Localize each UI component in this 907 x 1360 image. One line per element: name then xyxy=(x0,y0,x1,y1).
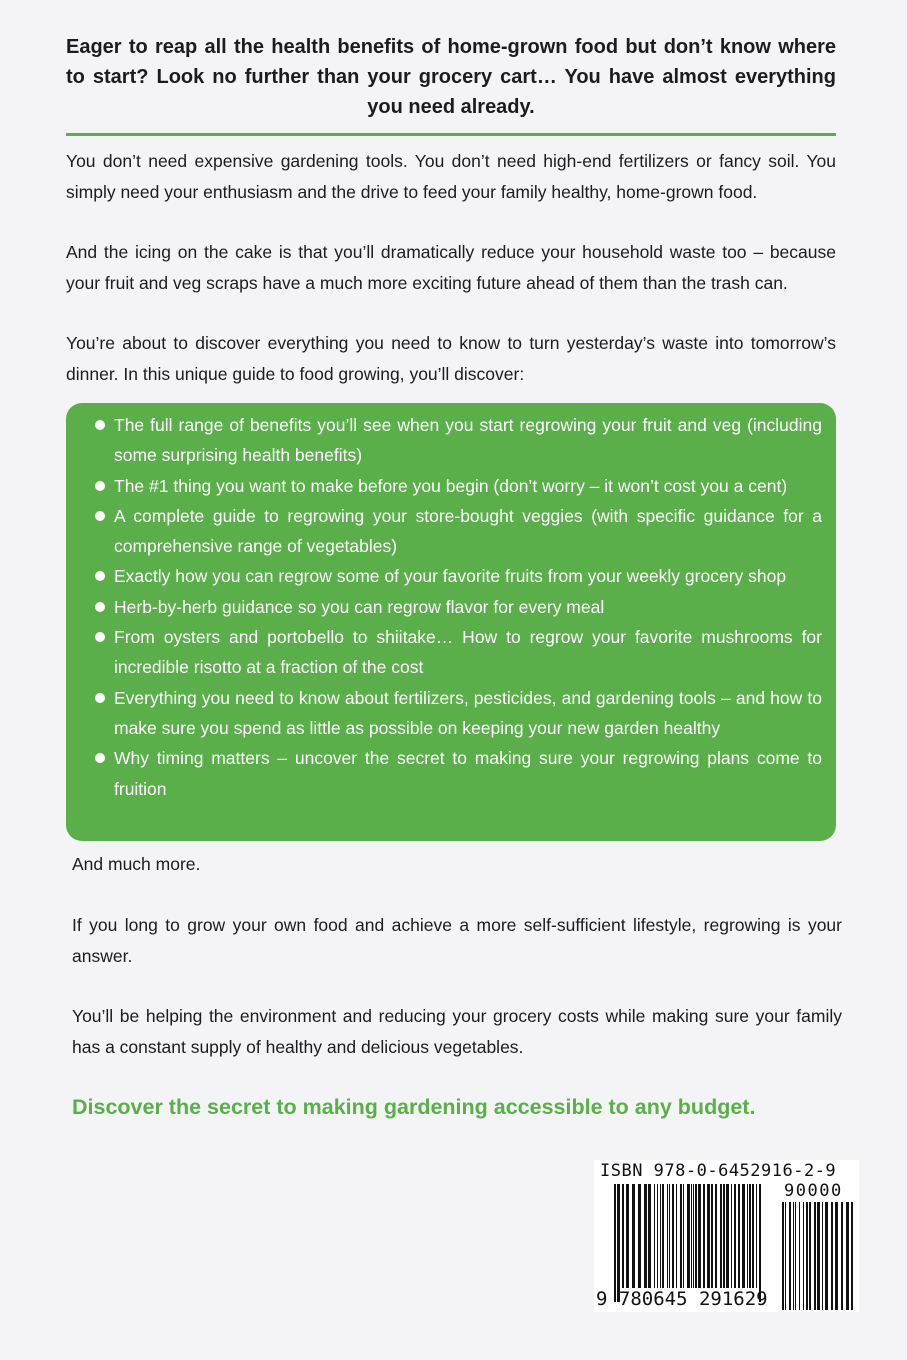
barcode-bar xyxy=(742,1184,745,1288)
barcode-bar xyxy=(698,1184,701,1288)
barcode-bar xyxy=(660,1184,661,1288)
barcode-bar xyxy=(726,1184,729,1288)
intro-paragraph-3: You’re about to discover everything you need to know to turn yesterday’s waste into tomorrow’s dinner. In this unique guide to food growing, you’ll discover: xyxy=(66,333,836,384)
barcode-bar xyxy=(756,1184,757,1288)
barcode-bar xyxy=(622,1184,624,1288)
barcode-bar xyxy=(789,1202,791,1310)
barcode-bar xyxy=(734,1184,736,1288)
list-item xyxy=(94,592,822,622)
bullet-dot-icon xyxy=(95,481,105,491)
isbn-barcode xyxy=(594,1160,859,1312)
barcode-bar xyxy=(835,1202,838,1310)
barcode-bar xyxy=(799,1202,800,1310)
barcode-bar xyxy=(747,1184,748,1288)
barcode-bar xyxy=(693,1184,694,1288)
headline: Eager to reap all the health benefits of home-grown food but don’t know where to start? Look no further than your grocery cart… You have almost everything you need already. xyxy=(66,36,836,118)
barcode-bar xyxy=(695,1184,697,1288)
ean-digits: 9 780645 291629 xyxy=(596,1288,768,1310)
barcode-bar xyxy=(806,1202,808,1310)
barcode-bar xyxy=(669,1184,670,1288)
list-item-text: A complete guide to regrowing your store-bought veggies (with specific guidance for a comprehensive range of vegetables) xyxy=(114,505,822,557)
barcode-bar xyxy=(683,1184,684,1288)
barcode-bar xyxy=(759,1184,761,1302)
barcode-bar xyxy=(793,1202,794,1310)
barcode-bar xyxy=(648,1184,651,1288)
ean-bars xyxy=(614,1184,761,1302)
list-item-text: From oysters and portobello to shiitake… How to regrow your favorite mushrooms for incredible risotto at a fraction of the cost xyxy=(114,627,822,678)
list-item xyxy=(94,743,822,804)
list-item-text: Everything you need to know about fertilizers, pesticides, and gardening tools – and how to make sure you spend as little as possible on keeping your new garden healthy xyxy=(114,687,822,738)
closing-paragraph-1: And much more. xyxy=(72,854,201,874)
barcode-bar xyxy=(822,1202,823,1310)
barcode-bar xyxy=(785,1202,786,1310)
barcode-bar xyxy=(662,1184,664,1288)
barcode-bar xyxy=(851,1202,853,1310)
barcode-bar xyxy=(632,1184,635,1288)
list-item-text: Exactly how you can regrow some of your favorite fruits from your weekly grocery shop xyxy=(114,566,787,587)
list-item xyxy=(94,471,822,501)
closing-paragraph-2: If you long to grow your own food and achieve a more self-sufficient lifestyle, regrowing is your answer. xyxy=(72,915,842,966)
tagline: Discover the secret to making gardening accessible to any budget. xyxy=(72,1095,756,1119)
barcode-bar xyxy=(617,1184,620,1302)
barcode-bar xyxy=(707,1184,710,1288)
barcode-bar xyxy=(803,1202,804,1310)
barcode-bar xyxy=(672,1184,674,1288)
barcode-bar xyxy=(687,1184,690,1288)
bullet-dot-icon xyxy=(95,571,105,581)
barcode-bar xyxy=(720,1184,722,1288)
barcode-bar xyxy=(691,1184,692,1288)
barcode-bar xyxy=(638,1184,641,1288)
isbn-label: ISBN 978-0-6452916-2-9 xyxy=(600,1161,837,1181)
barcode-bar xyxy=(731,1184,732,1288)
barcode-bar xyxy=(809,1202,811,1310)
barcode-bar xyxy=(657,1184,658,1288)
barcode-bar xyxy=(680,1184,682,1288)
closing-paragraph-3: You’ll be helping the environment and reducing your grocery costs while making sure your family has a constant supply of healthy and delicious vegetables. xyxy=(72,1006,842,1057)
bullet-dot-icon xyxy=(95,511,105,521)
list-item xyxy=(94,683,822,744)
benefits-box xyxy=(66,403,836,841)
barcode-bar xyxy=(814,1202,816,1310)
barcode-bar xyxy=(715,1184,717,1288)
barcode-bar xyxy=(752,1184,754,1288)
barcode-bar xyxy=(846,1202,849,1310)
intro-paragraph-1: You don’t need expensive gardening tools. You don’t need high-end fertilizers or fancy soil. You simply need your enthusiasm and the drive to feed your family healthy, home-grown food. xyxy=(66,151,836,202)
benefits-list xyxy=(94,410,822,804)
list-item-text: The #1 thing you want to make before you begin (don’t worry – it won’t cost you a cent) xyxy=(114,475,788,496)
list-item-text: Why timing matters – uncover the secret to making sure your regrowing plans come to fruition xyxy=(114,748,822,799)
barcode-bar xyxy=(738,1184,740,1288)
divider-rule xyxy=(66,133,836,136)
bullet-dot-icon xyxy=(95,632,105,642)
barcode-bar xyxy=(626,1184,629,1288)
list-item xyxy=(94,622,822,683)
list-item-text: The full range of benefits you’ll see when you start regrowing your fruit and veg (including some surprising health benefits) xyxy=(114,415,822,466)
barcode-bar xyxy=(614,1184,616,1302)
barcode-bar xyxy=(667,1184,668,1288)
barcode-bar xyxy=(654,1184,655,1288)
list-item xyxy=(94,561,822,591)
barcode-bar xyxy=(749,1184,751,1288)
barcode-bar xyxy=(703,1184,705,1288)
bullet-dot-icon xyxy=(95,602,105,612)
bullet-dot-icon xyxy=(95,693,105,703)
barcode-bar xyxy=(711,1184,713,1288)
barcode-bar xyxy=(831,1202,833,1310)
list-item xyxy=(94,410,822,471)
barcode-bar xyxy=(782,1202,784,1310)
barcode-bar xyxy=(795,1202,796,1310)
barcode-bar xyxy=(841,1202,843,1310)
barcode-bar xyxy=(825,1202,828,1310)
intro-paragraph-2: And the icing on the cake is that you’ll dramatically reduce your household waste too – because your fruit and veg scraps have a much more exciting future ahead of them than the trash can. xyxy=(66,242,836,293)
addon-bars xyxy=(782,1202,853,1310)
bullet-dot-icon xyxy=(95,753,105,763)
bullet-dot-icon xyxy=(95,420,105,430)
list-item-text: Herb-by-herb guidance so you can regrow flavor for every meal xyxy=(114,596,605,617)
barcode-bar xyxy=(723,1184,725,1288)
barcode-bar xyxy=(817,1202,820,1310)
price-addon-code: 90000 xyxy=(784,1181,843,1201)
barcode-bar xyxy=(644,1184,647,1288)
list-item xyxy=(94,501,822,562)
barcode-bar xyxy=(676,1184,677,1288)
